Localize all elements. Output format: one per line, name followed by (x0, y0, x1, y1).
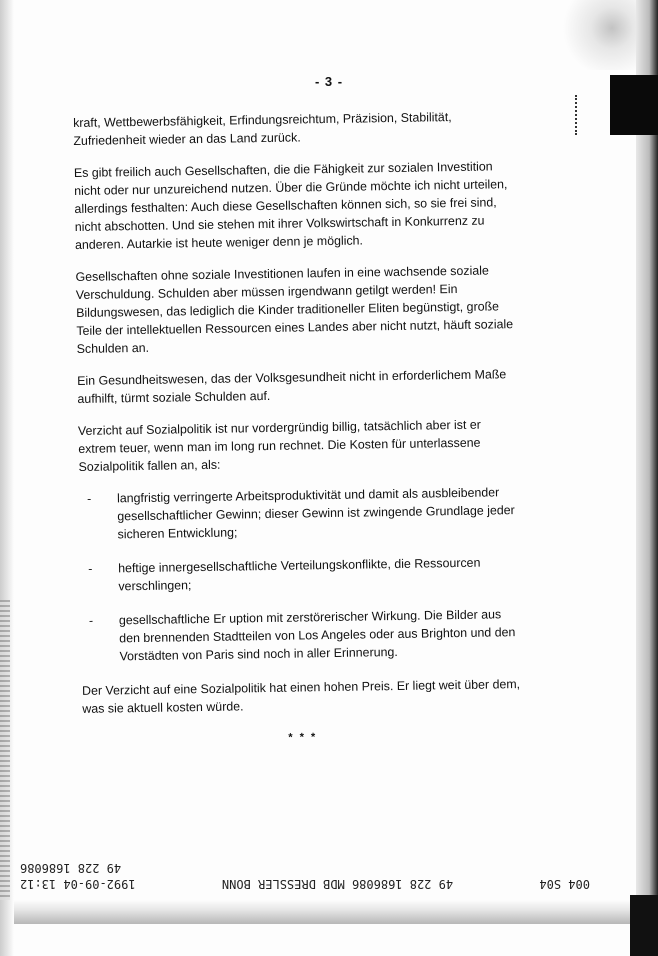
bullet-marker: - (88, 561, 93, 576)
fax-sender: 49 228 1686086 MDB DRESSLER BONN (221, 877, 454, 891)
scan-noise-left (0, 600, 10, 900)
bullet-list (79, 483, 522, 666)
paragraph: Verzicht auf Sozialpolitik ist nur vordergründig billig, tatsächlich aber ist er extrem teuer, wenn man im long run rechnet. Die Kosten für unterlassene Sozialpolitik fallen an, als: (77, 417, 481, 474)
scan-black-corner (630, 895, 658, 956)
list-item-text: gesellschaftliche Er uption mit zerstörerischer Wirkung. Die Bilder aus den brennenden Stadtteilen von Los Angeles oder aus Brighton und den Vorstädten von Paris sind noch in aller Erinnerung. (118, 607, 516, 664)
page-number: - 3 - (314, 74, 344, 89)
fax-pages: 004 S04 (539, 877, 590, 891)
paragraph: Ein Gesundheitswesen, das der Volksgesundheit nicht in erforderlichem Maße aufhilft, türmt soziale Schulden auf. (77, 367, 507, 406)
margin-mark (575, 95, 583, 135)
list-item-text: langfristig verringerte Arbeitsproduktivität und damit als ausbleibender gesellschaftlicher Gewinn; dieser Gewinn ist zwingende Grundlage jeder sicheren Entwicklung; (116, 485, 515, 542)
list-item (81, 605, 522, 666)
fax-header-row (20, 876, 590, 892)
paragraph: kraft, Wettbewerbsfähigkeit, Erfindungsreichtum, Präzision, Stabilität, Zufriedenheit wieder an das Land zurück. (73, 110, 452, 148)
list-item (80, 553, 521, 596)
fax-header (20, 860, 590, 892)
document-body (73, 107, 523, 750)
scan-edge-right (636, 0, 658, 956)
fax-number: 49 228 1686086 (20, 861, 122, 875)
scan-bottom-band (14, 900, 634, 924)
paragraph: Gesellschaften ohne soziale Investitionen laufen in eine wachsende soziale Verschuldung. Schulden aber müssen irgendwann getilgt werden! Ein Bildungswesen, das lediglich die Kinder traditioneller Eliten begünstigt, große Teile der intellektuellen Ressourcen eines Landes aber nicht nutzt, häuft soziale Schulden an. (75, 263, 514, 356)
scan-smudge (556, 0, 636, 70)
section-end-stars: * * * (288, 731, 318, 744)
bullet-marker: - (88, 613, 94, 628)
paragraph: Es gibt freilich auch Gesellschaften, die die Fähigkeit zur sozialen Investition nicht oder nur unzureichend nutzen. Über die Gründe möchte ich nicht urteilen, allerdings festhalten: Auch diese Gesellschaften können sich, so sie frei sind, nicht abschotten. Und sie stehen mit ihrer Volkswirtschaft in Konkurrenz zu anderen. Autarkie ist heute weniger denn je möglich. (73, 159, 508, 252)
paragraph-final: Der Verzicht auf eine Sozialpolitik hat einen hohen Preis. Er liegt weit über dem, was sie aktuell kosten würde. (81, 677, 521, 716)
bullet-marker: - (86, 491, 92, 506)
fax-timestamp: 1992-09-04 13:12 (20, 877, 136, 891)
list-item-text: heftige innergesellschaftliche Verteilungskonflikte, die Ressourcen verschlingen; (118, 555, 481, 594)
list-item (79, 483, 520, 544)
fax-header-row (20, 860, 590, 876)
